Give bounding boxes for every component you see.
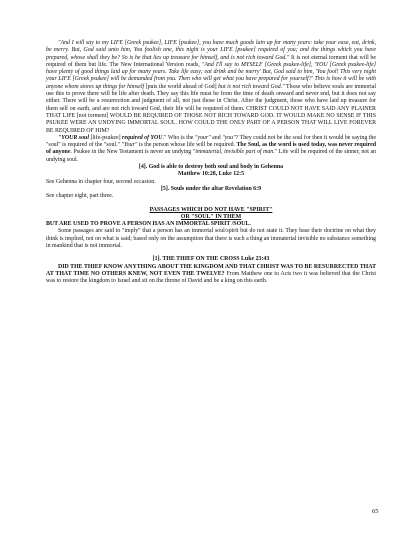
text: From Matthew one to Acts two it was believed that the Christ was to restore the kingdom to Israel and sit on the throne of David and be a king on this earth.	[46, 270, 377, 285]
passages-heading-line2	[46, 214, 376, 221]
section-note-4: See Gehenna in chapter four, second occasion.	[46, 178, 156, 185]
quote-kjv: "And I will say to my LIFE [Greek psukee], LIFE [psukee], you have much goods lain up for many years: take your ease, eat, drink, be merry. But, God said unto him, You foolish one, this night is your LIFE [psukee] required of you; and the things which you have prepared, whose shall they be? So is he that lies up treasure for himself, and is not rich toward God."	[46, 40, 376, 61]
text: and	[210, 134, 223, 141]
quote-niv-end: but is not rich toward God."	[218, 83, 285, 90]
bold-question: DID THE THIEF KNOW ANYTHING ABOUT THE KINGDOM AND THAT CHRIST WAS TO BE RESURRECTED THAT AT THAT TIME NO OTHERS KNEW, NOT EVEN THE TWELVE?	[46, 263, 376, 277]
text: ." Who is the	[162, 134, 195, 141]
heading-text: [5]. Souls under the altar Revelation 6:9	[160, 185, 262, 192]
text: Life will be required of the sinner, not an undying soul.	[46, 149, 376, 163]
paragraph-luke-12	[46, 40, 376, 135]
paragraph-your-soul	[46, 135, 376, 164]
document-page	[46, 40, 376, 286]
emphasis: required of YOU	[122, 134, 163, 141]
thief-heading	[46, 256, 376, 263]
heading-text: [4]. God is able to destroy both soul and body in Gehenna	[138, 164, 284, 171]
emphasis: "Your"	[121, 142, 138, 149]
section-heading-5	[46, 186, 376, 193]
section-heading-4	[46, 164, 376, 171]
heading-text: OR "SOUL" IN THEM	[180, 213, 242, 220]
emphasis: "immaterial, invisible part of man."	[192, 149, 278, 156]
text: [puts the world ahead of God]	[144, 83, 219, 90]
heading-text: [1]. THE THIEF ON THE CROSS Luke 23:43	[152, 256, 270, 263]
emphasis: "YOUR soul	[58, 134, 89, 141]
passages-paragraph: Some passages are said to "imply" that a person has an immortal soul/spirit but do not state it. They base their doctrine on what they think is implied, not on what is said; based only on the assumption that there is such a thing an immaterial invisible no substance something in mankind that is not immortal.	[46, 228, 376, 250]
text: is the person whose life will be required.	[137, 142, 237, 149]
text: . Psukee in the New Testament is never an undying	[70, 149, 193, 156]
section-reference-4	[46, 171, 376, 178]
text: [life-psukee]	[88, 134, 123, 141]
reference-text: Matthew 10:28, Luke 12:5	[177, 171, 245, 178]
text: It is not eternal torment that will be required of them but life. The New International Version reads,	[46, 54, 376, 68]
passages-heading-line3	[46, 221, 376, 228]
text: Those who believe souls are immortal use this to prove there will be life after death. They say this life must be from the time of death onward and never end, but it does not say either. There will be a resurrection and judgment of all, not just those in Christ. After the judgment, those who have laid up treasure for them self on earth, and are not rich toward God, their life will be required of them. CHRIST COULD NOT HAVE SAID ANY PLAINER THAT LIFE [not torment] WOULD BE REQUIRED OF THOSE NOT RICH TOWARD GOD. IT WOULD MAKE NO SENSE IF THIS PSUKEE WERE AN UNDYING IMMORTAL SOUL. HOW COULD THE ONLY PART OF A PERSON THAT WILL LIVE FOREVER BE REQUIRED OF HIM?	[46, 83, 376, 134]
bold-statement: The Soul, as the word is used today, was never required of anyone	[46, 142, 376, 156]
thief-paragraph	[46, 264, 376, 286]
emphasis: "your"	[194, 134, 211, 141]
heading-text: BUT ARE USED TO PROVE A PERSON HAS AN IMMORTAL SPIRIT /SOUL.	[46, 221, 251, 228]
page-number: 65	[372, 508, 379, 515]
emphasis: "you"	[222, 134, 236, 141]
passages-heading-line1	[46, 207, 376, 214]
heading-text: PASSAGES WHICH DO NOT HAVE "SPIRIT"	[149, 206, 273, 213]
quote-niv: "And I'll say to MYSELF [Greek psukee-life], 'YOU [Greek psukee-life] have plenty of good things laid up for many years. Take life easy; eat drink and be merry' But, God said to him, 'You fool! This very night your LIFE [Greek psukee] will be demanded from you. Then who will get what you have prepared for yourself?' This is how it will be with anyone whom stores up things for himself	[46, 61, 376, 90]
text: ? They could not be the soul for then it would be saying the "soul" is required of the "soul."	[46, 134, 376, 149]
section-note-5: See chapter eight, part three.	[46, 193, 114, 200]
